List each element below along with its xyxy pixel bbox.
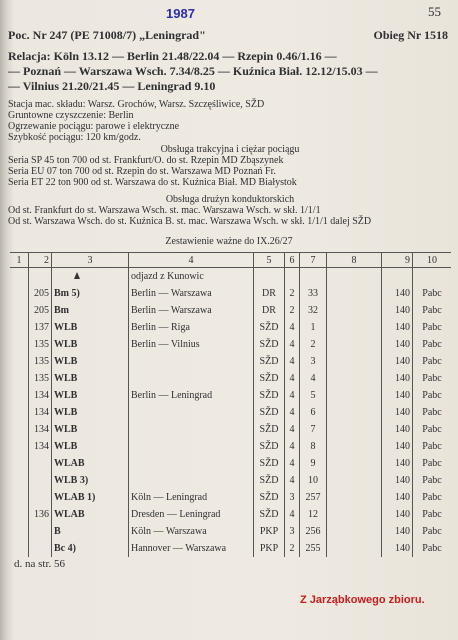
- traction-section: [8, 144, 452, 188]
- cell-c4: Berlin — Vilnius: [129, 336, 254, 353]
- table-row: [10, 319, 451, 336]
- cell-c2: 205: [29, 302, 52, 319]
- cell-c2: 135: [29, 336, 52, 353]
- cell-c7: 4: [300, 370, 327, 387]
- cell-c2: [29, 472, 52, 489]
- crew-section: [8, 194, 452, 227]
- cell-c4: [129, 455, 254, 472]
- cell-c8: [327, 353, 382, 370]
- cell-c2: 134: [29, 421, 52, 438]
- cell-c3: WLAB 1): [52, 489, 129, 506]
- cell-c5: SŽD: [254, 438, 285, 455]
- cell-c8: [327, 472, 382, 489]
- cell-c7: 8: [300, 438, 327, 455]
- cell-c4: [129, 404, 254, 421]
- cell-c4: Berlin — Riga: [129, 319, 254, 336]
- traction-line: Seria ET 22 ton 900 od st. Warszawa do st. Kuźnica Biał. MD Białystok: [8, 177, 297, 188]
- column-header: 6: [285, 253, 300, 268]
- traction-line: Seria SP 45 ton 700 od st. Frankfurt/O. do st. Rzepin MD Zbąszynek: [8, 155, 284, 166]
- cell-c3: WLB 3): [52, 472, 129, 489]
- cell-c2: [29, 455, 52, 472]
- cell-c10: Pabc: [413, 404, 452, 421]
- cell-c3: Bm 5): [52, 285, 129, 302]
- table-row: [10, 421, 451, 438]
- cell-c6: 4: [285, 370, 300, 387]
- cell-c6: 4: [285, 387, 300, 404]
- cell-c4: [129, 421, 254, 438]
- cell-c7: 6: [300, 404, 327, 421]
- cell-c9: 140: [382, 421, 413, 438]
- cell-c8: [327, 404, 382, 421]
- cell-c4: Berlin — Warszawa: [129, 285, 254, 302]
- column-header: 10: [413, 253, 452, 268]
- cell-c10: Pabc: [413, 353, 452, 370]
- cell-c7: 255: [300, 540, 327, 557]
- traction-title: Obsługa trakcyjna i ciężar pociągu: [160, 144, 300, 155]
- table-row: [10, 302, 451, 319]
- credit-caption: Z Jarząbkowego zbioru.: [300, 594, 425, 606]
- cell-c8: [327, 540, 382, 557]
- cell-c4: [129, 472, 254, 489]
- cell-c9: 140: [382, 319, 413, 336]
- cell-c8: [327, 336, 382, 353]
- cell-c5: SŽD: [254, 489, 285, 506]
- cell-c8: [327, 370, 382, 387]
- crew-line: Od st. Warszawa Wsch. do st. Kuźnica B. st. mac. Warszawa Wsch. w skł. 1/1/1 dalej SŽD: [8, 216, 372, 227]
- table-row: [10, 455, 451, 472]
- cell-c5: SŽD: [254, 472, 285, 489]
- cell-c7: 32: [300, 302, 327, 319]
- cell-c10: Pabc: [413, 472, 452, 489]
- cell-c3: WLB: [52, 319, 129, 336]
- up-arrow-icon: [74, 272, 80, 279]
- route-relation: [8, 49, 452, 94]
- cell-c4: [129, 353, 254, 370]
- column-header: 2: [29, 253, 52, 268]
- cell-c10: Pabc: [413, 285, 452, 302]
- cell-c8: [327, 302, 382, 319]
- cell-c6: 4: [285, 336, 300, 353]
- cell-c9: 140: [382, 489, 413, 506]
- page-number: 55: [428, 4, 441, 19]
- column-header-row: [10, 253, 451, 268]
- table-row: [10, 438, 451, 455]
- cell-c8: [327, 387, 382, 404]
- cell-c5: SŽD: [254, 506, 285, 523]
- cell-c3: WLB: [52, 353, 129, 370]
- continued-note: d. na str. 56: [14, 558, 66, 570]
- info-line: Ogrzewanie pociągu: parowe i elektryczne: [8, 121, 180, 132]
- cell-c3: WLAB: [52, 455, 129, 472]
- cell-c5: DR: [254, 302, 285, 319]
- cell-c4: [129, 438, 254, 455]
- table-row: [10, 336, 451, 353]
- cell-c9: 140: [382, 506, 413, 523]
- cell-c10: Pabc: [413, 370, 452, 387]
- cell-c4: Hannover — Warszawa: [129, 540, 254, 557]
- cell-c5: SŽD: [254, 387, 285, 404]
- cell-c10: Pabc: [413, 319, 452, 336]
- cell-c5: DR: [254, 285, 285, 302]
- table-row: [10, 370, 451, 387]
- route-line: — Poznań — Warszawa Wsch. 7.34/8.25 — Kuźnica Biał. 12.12/15.03 —: [8, 64, 378, 78]
- cell-c6: 2: [285, 302, 300, 319]
- train-info: [8, 99, 264, 143]
- cell-c6: 4: [285, 472, 300, 489]
- cell-c9: 140: [382, 404, 413, 421]
- train-title: Poc. Nr 247 (PE 71008/7) „Leningrad": [8, 28, 206, 42]
- cell-c8: [327, 455, 382, 472]
- year-stamp: 1987: [166, 6, 195, 21]
- cell-c4: [129, 370, 254, 387]
- cell-c3: Bc 4): [52, 540, 129, 557]
- cell-c8: [327, 523, 382, 540]
- cell-c7: 12: [300, 506, 327, 523]
- cell-c6: 2: [285, 285, 300, 302]
- column-header: 5: [254, 253, 285, 268]
- table-row: [10, 404, 451, 421]
- cell-c9: 140: [382, 285, 413, 302]
- info-line: Szybkość pociągu: 120 km/godz.: [8, 132, 141, 143]
- cell-c6: 4: [285, 353, 300, 370]
- cell-c9: 140: [382, 370, 413, 387]
- cell-c6: 4: [285, 421, 300, 438]
- cell-c5: PKP: [254, 540, 285, 557]
- cell-c6: 4: [285, 404, 300, 421]
- crew-title: Obsługa drużyn konduktorskich: [165, 194, 295, 205]
- info-line: Gruntowne czyszczenie: Berlin: [8, 110, 134, 121]
- cell-c2: 137: [29, 319, 52, 336]
- cell-c5: SŽD: [254, 455, 285, 472]
- cell-c7: 9: [300, 455, 327, 472]
- cell-c3: WLB: [52, 404, 129, 421]
- column-header: 3: [52, 253, 129, 268]
- cell-c10: Pabc: [413, 506, 452, 523]
- cell-c6: 4: [285, 506, 300, 523]
- cell-c2: [29, 523, 52, 540]
- cell-c10: Pabc: [413, 523, 452, 540]
- table-row: [10, 353, 451, 370]
- cell-c2: 135: [29, 370, 52, 387]
- cell-c2: 135: [29, 353, 52, 370]
- column-header: 9: [382, 253, 413, 268]
- cell-c3: WLB: [52, 387, 129, 404]
- cell-c4: Köln — Warszawa: [129, 523, 254, 540]
- departure-note-row: [10, 268, 451, 286]
- cell-c10: Pabc: [413, 387, 452, 404]
- traction-line: Seria EU 07 ton 700 od st. Rzepin do st. Warszawa MD Poznań Fr.: [8, 166, 276, 177]
- cell-c2: [29, 540, 52, 557]
- column-header: 7: [300, 253, 327, 268]
- cell-c10: Pabc: [413, 540, 452, 557]
- cell-c5: SŽD: [254, 353, 285, 370]
- cell-c9: 140: [382, 302, 413, 319]
- cell-c3: WLB: [52, 438, 129, 455]
- cell-c7: 5: [300, 387, 327, 404]
- cell-c8: [327, 319, 382, 336]
- cell-c2: [29, 489, 52, 506]
- cell-c3: B: [52, 523, 129, 540]
- cell-c5: SŽD: [254, 319, 285, 336]
- cell-c4: Berlin — Warszawa: [129, 302, 254, 319]
- cell-c10: Pabc: [413, 455, 452, 472]
- table-row: [10, 489, 451, 506]
- cell-c10: Pabc: [413, 421, 452, 438]
- cell-c4: Dresden — Leningrad: [129, 506, 254, 523]
- cell-c4: Köln — Leningrad: [129, 489, 254, 506]
- cell-c8: [327, 438, 382, 455]
- cell-c8: [327, 285, 382, 302]
- column-header: 8: [327, 253, 382, 268]
- cell-c3: WLB: [52, 336, 129, 353]
- cell-c9: 140: [382, 353, 413, 370]
- column-header: 4: [129, 253, 254, 268]
- cell-c6: 3: [285, 489, 300, 506]
- cell-c9: 140: [382, 336, 413, 353]
- table-row: [10, 523, 451, 540]
- composition-table: [10, 252, 451, 557]
- cell-c2: 134: [29, 404, 52, 421]
- crew-line: Od st. Frankfurt do st. Warszawa Wsch. st. mac. Warszawa Wsch. w skł. 1/1/1: [8, 205, 321, 216]
- cell-c3: Bm: [52, 302, 129, 319]
- cell-c9: 140: [382, 438, 413, 455]
- cell-c9: 140: [382, 472, 413, 489]
- cell-c7: 3: [300, 353, 327, 370]
- cell-c7: 7: [300, 421, 327, 438]
- table-row: [10, 472, 451, 489]
- cell-c5: SŽD: [254, 421, 285, 438]
- table-row: [10, 285, 451, 302]
- cell-c8: [327, 421, 382, 438]
- cell-c6: 3: [285, 523, 300, 540]
- cell-c10: Pabc: [413, 489, 452, 506]
- cell-c10: Pabc: [413, 438, 452, 455]
- cell-c6: 4: [285, 319, 300, 336]
- cell-c2: 134: [29, 387, 52, 404]
- cell-c10: Pabc: [413, 336, 452, 353]
- cell-c7: 10: [300, 472, 327, 489]
- departure-note: odjazd z Kunowic: [129, 268, 254, 286]
- cell-c7: 2: [300, 336, 327, 353]
- table-row: [10, 540, 451, 557]
- cell-c9: 140: [382, 387, 413, 404]
- cell-c8: [327, 489, 382, 506]
- cell-c2: 205: [29, 285, 52, 302]
- train-header: [8, 28, 448, 43]
- obieg-number: Obieg Nr 1518: [373, 28, 448, 42]
- cell-c3: WLAB: [52, 506, 129, 523]
- cell-c2: 136: [29, 506, 52, 523]
- cell-c9: 140: [382, 523, 413, 540]
- table-row: [10, 387, 451, 404]
- cell-c6: 4: [285, 438, 300, 455]
- cell-c10: Pabc: [413, 302, 452, 319]
- cell-c5: SŽD: [254, 336, 285, 353]
- cell-c6: 4: [285, 455, 300, 472]
- column-header: 1: [10, 253, 29, 268]
- cell-c3: WLB: [52, 421, 129, 438]
- cell-c7: 1: [300, 319, 327, 336]
- route-line: Relacja: Köln 13.12 — Berlin 21.48/22.04 — Rzepin 0.46/1.16 —: [8, 49, 337, 63]
- composition-title: Zestawienie ważne do IX.26/27: [165, 236, 293, 247]
- cell-c9: 140: [382, 455, 413, 472]
- cell-c5: SŽD: [254, 404, 285, 421]
- table-row: [10, 506, 451, 523]
- info-line: Stacja mac. składu: Warsz. Grochów, Warsz. Szczęśliwice, SŽD: [8, 99, 265, 110]
- cell-c7: 257: [300, 489, 327, 506]
- cell-c2: 134: [29, 438, 52, 455]
- cell-c5: SŽD: [254, 370, 285, 387]
- cell-c6: 2: [285, 540, 300, 557]
- cell-c4: Berlin — Leningrad: [129, 387, 254, 404]
- cell-c9: 140: [382, 540, 413, 557]
- cell-c5: PKP: [254, 523, 285, 540]
- cell-c3: WLB: [52, 370, 129, 387]
- cell-c7: 33: [300, 285, 327, 302]
- route-line: — Vilnius 21.20/21.45 — Leningrad 9.10: [8, 79, 216, 93]
- cell-c7: 256: [300, 523, 327, 540]
- cell-c8: [327, 506, 382, 523]
